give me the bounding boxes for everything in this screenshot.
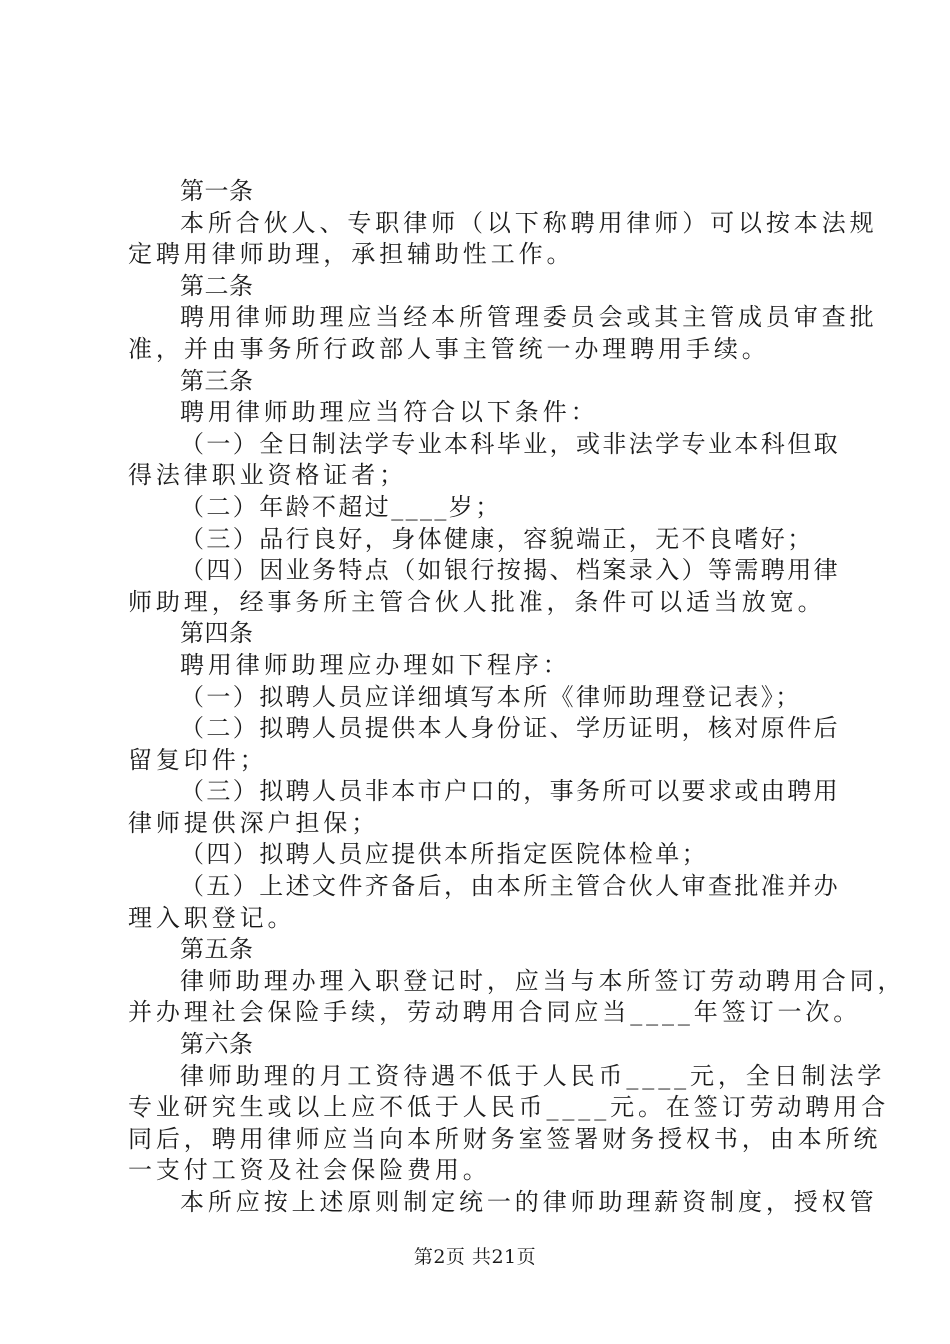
text-line: （一）拟聘人员应详细填写本所《律师助理登记表》； bbox=[180, 682, 802, 711]
article-heading: 第五条 bbox=[180, 935, 254, 964]
document-body bbox=[128, 176, 906, 1219]
text-line: （三）品行良好，身体健康，容貌端正，无不良嗜好； bbox=[180, 524, 814, 553]
text-line: （一）全日制法学专业本科毕业，或非法学专业本科但取 bbox=[180, 429, 840, 458]
text-line: 理入职登记。 bbox=[128, 903, 296, 932]
article-heading: 第一条 bbox=[180, 177, 254, 205]
text-line: 聘用律师助理应当符合以下条件： bbox=[180, 398, 599, 427]
page-footer: 第2页 共21页 bbox=[413, 1246, 537, 1268]
article-heading: 第三条 bbox=[180, 366, 254, 395]
text-line: （三）拟聘人员非本市户口的，事务所可以要求或由聘用 bbox=[180, 777, 840, 806]
text-line: 得法律职业资格证者； bbox=[128, 461, 407, 490]
text-line: 聘用律师助理应当经本所管理委员会或其主管成员审查批 bbox=[180, 303, 878, 332]
text-line: 并办理社会保险手续，劳动聘用合同应当____年签订一次。 bbox=[128, 998, 862, 1027]
text-line: （四）因业务特点（如银行按揭、档案录入）等需聘用律 bbox=[180, 556, 840, 585]
text-line: （五）上述文件齐备后，由本所主管合伙人审查批准并办 bbox=[180, 872, 840, 901]
text-line: （四）拟聘人员应提供本所指定医院体检单； bbox=[180, 840, 708, 869]
text-line: （二）拟聘人员提供本人身份证、学历证明，核对原件后 bbox=[180, 714, 840, 743]
text-line: 本所应按上述原则制定统一的律师助理薪资制度，授权管 bbox=[180, 1188, 878, 1216]
article-heading: 第四条 bbox=[180, 619, 254, 648]
text-line: 同后，聘用律师应当向本所财务室签署财务授权书，由本所统 bbox=[128, 1124, 882, 1153]
text-line: 师助理，经事务所主管合伙人批准，条件可以适当放宽。 bbox=[128, 587, 826, 616]
article-heading: 第二条 bbox=[180, 271, 254, 300]
text-line: （二）年龄不超过____岁； bbox=[180, 492, 502, 521]
text-line: 定聘用律师助理，承担辅助性工作。 bbox=[128, 240, 575, 269]
article-heading: 第六条 bbox=[180, 1030, 254, 1059]
text-line: 律师助理办理入职登记时，应当与本所签订劳动聘用合同， bbox=[180, 966, 906, 995]
text-line: 准，并由事务所行政部人事主管统一办理聘用手续。 bbox=[128, 334, 770, 363]
text-line: 一支付工资及社会保险费用。 bbox=[128, 1156, 491, 1185]
text-line: 本所合伙人、专职律师（以下称聘用律师）可以按本法规 bbox=[180, 208, 878, 237]
text-line: 律师助理的月工资待遇不低于人民币____元，全日制法学 bbox=[180, 1061, 886, 1090]
text-line: 聘用律师助理应办理如下程序： bbox=[180, 650, 571, 679]
text-line: 律师提供深户担保； bbox=[128, 808, 380, 837]
text-line: 专业研究生或以上应不低于人民币____元。在签订劳动聘用合 bbox=[128, 1093, 890, 1122]
text-line: 留复印件； bbox=[128, 745, 268, 774]
